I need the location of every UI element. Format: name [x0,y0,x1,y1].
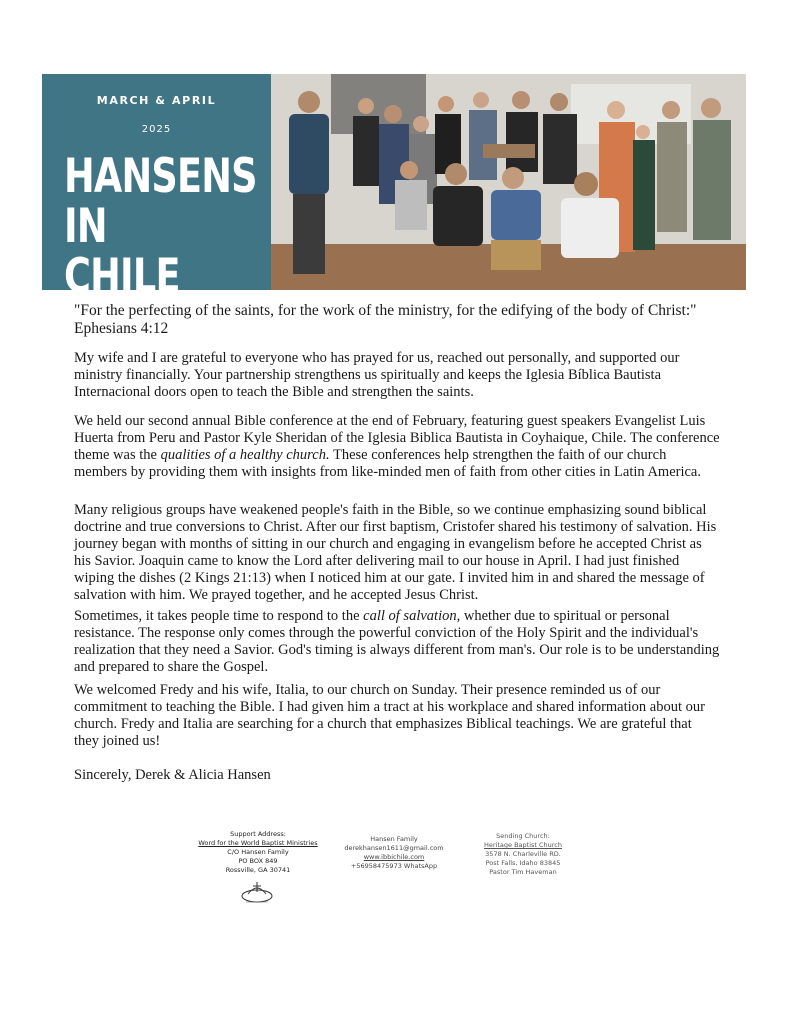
ministry-logo-icon [238,878,276,906]
scripture-quote: "For the perfecting of the saints, for the work of the ministry, for the edifying of the body of Christ:" Ephesians 4:12 [74,302,697,337]
paragraph-conference [74,413,720,481]
paragraph-conference-text-1: We held our second annual Bible conference at the end of February, featuring guest speakers Evangelist Luis Huerta from Peru and Pastor Kyle Sheridan of the Iglesia Biblica Bautista in Coyhaique, Chile. The conference theme was the [74,413,720,463]
family-email[interactable]: derekhansen1611@gmail.com [344,844,444,852]
sending-church-name: Heritage Baptist Church [483,841,562,849]
paragraph-welcome: We welcomed Fredy and his wife, Italia, to our church on Sunday. Their presence reminded us of our commitment to teaching the Bible. I had given him a tract at his workplace and shared information about our church. Fredy and Italia are searching for a church that emphasizes Biblical teachings. We are grateful that they joined us! [74,682,705,749]
sending-address-1: 3578 N. Charleville RD. [485,850,561,858]
conference-theme: qualities of a healthy church. [160,447,330,463]
newsletter-title [64,149,257,304]
paragraph-salvation-text-2: , whether due to spiritual or personal resistance. The response only comes through the powerful conviction of the Holy Spirit and the individual's realization that they need a Savior. God's timing is always different from man's. Our role is to be understanding and prepared to share the Gospel. [74,608,720,675]
sending-address-2: Post Falls, Idaho 83845 [485,859,561,867]
support-org: Word for the World Baptist Ministries [198,839,318,847]
group-photo [271,74,746,290]
header-banner [42,74,746,304]
support-address [196,830,320,875]
title-line-1: HANSENS [64,149,257,204]
family-phone: +56958475973 WhatsApp [350,862,438,870]
family-website-link[interactable]: www.ibbichile.com [363,853,425,861]
issue-months: MARCH & APRIL [96,94,217,107]
support-line-2: PO BOX 849 [238,857,278,865]
sending-church [473,832,573,877]
group-photo-illustration [271,74,746,290]
call-of-salvation: call of salvation [363,608,457,624]
issue-year: 2025 [141,124,172,135]
sending-heading: Sending Church: [496,832,550,840]
support-line-3: Rossville, GA 30741 [225,866,291,874]
family-contact [335,835,453,871]
title-line-2: IN CHILE [64,199,180,304]
support-heading: Support Address: [230,830,286,838]
paragraph-salvation [74,608,720,676]
paragraph-testimonies: Many religious groups have weakened people's faith in the Bible, so we continue emphasizing sound biblical doctrine and true conversions to Christ. After our first baptism, Cristofer shared his testimony of salvation. His journey began with months of sitting in our church and engaging in evangelism before he accepted Christ as his Savior. Joaquin came to know the Lord after delivering mail to our house in April. I had just finished wiping the dishes (2 Kings 21:13) when I noticed him at our gate. I invited him in and shared the message of salvation with him. We prayed together, and he accepted Jesus Christ. [74,502,717,603]
title-panel [42,74,271,304]
paragraph-gratitude: My wife and I are grateful to everyone who has prayed for us, reached out personally, and supported our ministry financially. Your partnership strengthens us spiritually and keeps the Iglesia Bíblica Bautista Internacional doors open to teach the Bible and strengthen the saints. [74,350,680,400]
signoff: Sincerely, Derek & Alicia Hansen [74,767,271,783]
sending-pastor: Pastor Tim Haveman [489,868,557,876]
family-name: Hansen Family [370,835,418,843]
support-line-1: C/O Hansen Family [227,848,289,856]
paragraph-conference-text-2: These conferences help strengthen the faith of our church members by providing them with insights from like-minded men of faith from other cities in Latin America. [74,447,701,480]
paragraph-salvation-text-1: Sometimes, it takes people time to respond to the [74,608,364,624]
